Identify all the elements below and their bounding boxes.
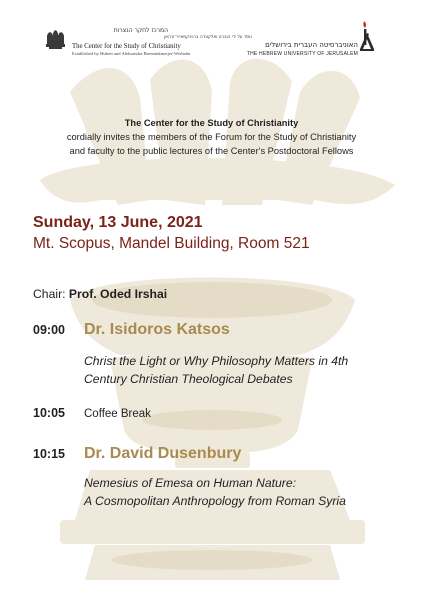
center-name: The Center for the Study of Christianity [72,43,181,50]
session2-time: 10:15 [33,447,65,461]
break-label: Coffee Break [84,408,151,420]
center-established-hebrew: נוסד על ידי הוברט ואלקונדה ברנינקמאייר־ורהאן [163,35,252,40]
session2-title-line2: A Cosmopolitan Anthropology from Roman Syria [84,494,346,508]
header [0,0,423,72]
chair-label: Chair: [33,287,66,301]
session2-speaker: Dr. David Dusenbury [84,445,242,462]
center-logo-icon [44,28,66,50]
intro-title: The Center for the Study of Christianity [124,118,299,128]
chair-name: Prof. Oded Irshai [68,287,168,301]
intro-line-1: cordially invites the members of the Forum for the Study of Christianity [66,132,357,142]
university-name: THE HEBREW UNIVERSITY OF JERUSALEM [246,51,358,57]
break-time: 10:05 [33,406,65,420]
university-name-hebrew: האוניברסיטה העברית בירושלים [265,41,358,49]
session1-time: 09:00 [33,323,65,337]
session1-title-line1: Christ the Light or Why Philosophy Matters in 4th [84,354,349,368]
center-established: Established by Hubert and Aleksandra Brenninkmeijer-Werhahn [72,51,191,56]
chair-line [33,286,167,302]
invitation-intro [0,116,423,158]
session1-speaker: Dr. Isidoros Katsos [84,321,230,338]
session1-title-line2: Century Christian Theological Debates [84,372,293,386]
event-location: Mt. Scopus, Mandel Building, Room 521 [33,235,310,252]
hebrew-university-logo-icon [358,19,376,57]
intro-line-2: and faculty to the public lectures of the Center's Postdoctoral Fellows [69,146,354,156]
event-date: Sunday, 13 June, 2021 [33,214,203,231]
session2-title-line1: Nemesius of Emesa on Human Nature: [84,476,297,490]
center-name-hebrew: המרכז לחקר הנצרות [113,27,168,34]
center-identity [72,27,262,57]
